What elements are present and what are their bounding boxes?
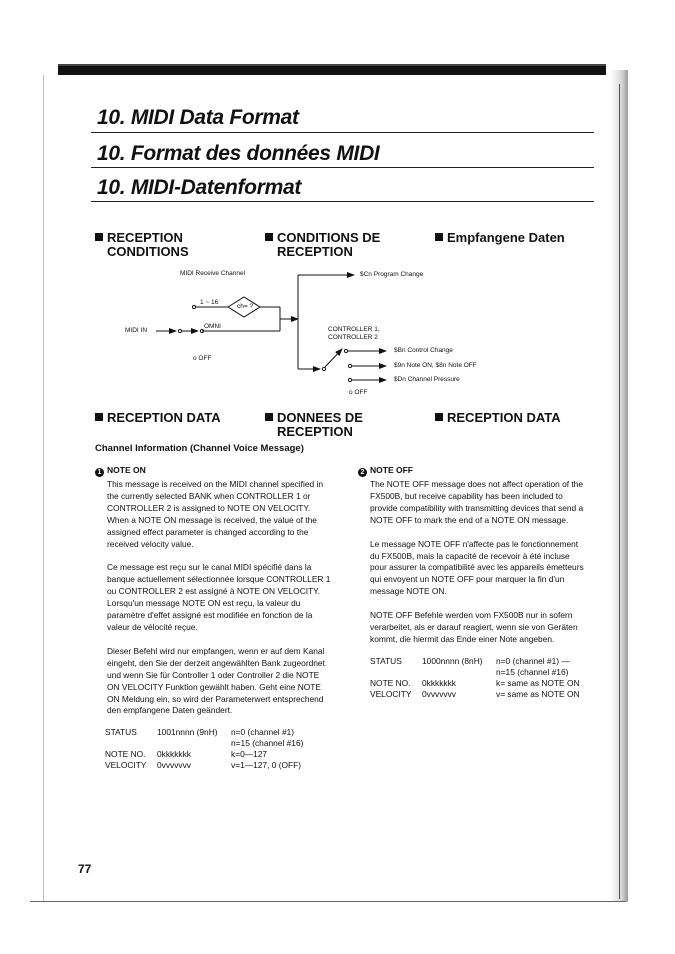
junction-dot — [178, 329, 181, 332]
note-on-table — [105, 727, 303, 771]
left-margin-line — [43, 75, 44, 901]
square-bullet-icon — [95, 233, 103, 241]
diagram-label-range: 1 ~ 16 — [200, 299, 219, 306]
binding-line — [619, 84, 620, 899]
number-one-icon: 1 — [95, 468, 104, 477]
heading-reception-data-en: RECEPTION DATA — [95, 411, 221, 425]
diagram-label-controller-1: CONTROLLER 1, — [328, 326, 380, 333]
note-off-table — [370, 656, 580, 700]
diagram-label-control-change: $Bn Control Change — [394, 347, 453, 354]
diagram-label-controller-2: CONTROLLER 2 — [328, 334, 378, 341]
note-on-text-fr: Ce message est reçu sur le canal MIDI spécifié dans la banque actuellement sélectionnée lorsque CONTROLLER 1 ou CONTROLLER 2 est assigné à NOTE ON VELOCITY. Lorsqu'un message NOTE ON est reçu, la valeur du paramètre d'effet assigné est modifiée en fonction de la valeur de vélocité reçue. — [107, 562, 331, 632]
title-en: 10. MIDI Data Format — [97, 106, 299, 129]
channel-information-heading: Channel Information (Channel Voice Message) — [95, 443, 304, 454]
heading-reception-conditions-fr: CONDITIONS DE RECEPTION — [265, 231, 380, 259]
table-row: n=15 (channel #16) — [231, 738, 304, 749]
square-bullet-icon — [265, 233, 273, 241]
heading-reception-data-fr: DONNEES DE RECEPTION — [265, 411, 363, 439]
title-fr: 10. Format des données MIDI — [97, 142, 380, 165]
table-row: NOTE NO. 0kkkkkkk k= same as NOTE ON — [370, 677, 580, 688]
diagram-label-channel-pressure: $Dn Channel Pressure — [394, 376, 460, 383]
square-bullet-icon — [95, 413, 103, 421]
note-on-text-de: Dieser Befehl wird nur empfangen, wenn er auf dem Kanal eingeht, den Sie der derzeit angewählten Bank zugeordnet und wenn Sie für Controller 1 oder Controller 2 die NOTE ON VELOCITY Funktion gewählt haben. Geht eine NOTE ON Meldung ein, so wird der Parameterwert entsprechend den empfangene Daten geändert. — [107, 645, 325, 716]
diagram-label-midi-in: MIDI IN — [125, 327, 148, 334]
note-on-section — [95, 465, 333, 771]
table-row: NOTE NO. 0kkkkkkk k=0—127 — [105, 749, 268, 760]
table-row: STATUS 1001nnnn (9nH) n=0 (channel #1) — [105, 727, 295, 738]
page-number: 77 — [78, 862, 92, 876]
diagram-label-off-right: o OFF — [349, 389, 368, 396]
title-rule-1 — [91, 132, 594, 133]
diagram-label-note-on-off: $9n Note ON, $8n Note OFF — [394, 362, 477, 369]
note-off-section — [358, 465, 588, 700]
bottom-rule — [30, 901, 626, 902]
note-off-text-en: The NOTE OFF message does not affect operation of the FX500B, but receive capability has been included to provide compatibility with transmitting devices that send a NOTE OFF to mark the end of a NOTE ON message. — [370, 479, 584, 525]
square-bullet-icon — [435, 233, 443, 241]
table-row: STATUS 1000nnnn (8nH) n=0 (channel #1) — — [370, 655, 570, 666]
diagram-label-off-left: o OFF — [193, 355, 212, 362]
top-rule — [58, 66, 606, 75]
title-de: 10. MIDI-Datenformat — [97, 176, 302, 199]
table-row: n=15 (channel #16) — [496, 666, 569, 677]
note-on-heading: 1 NOTE ON — [95, 465, 333, 477]
square-bullet-icon — [265, 413, 273, 421]
table-row: VELOCITY 0vvvvvvv v= same as NOTE ON — [370, 688, 580, 699]
note-off-text-fr: Le message NOTE OFF n'affecte pas le fonctionnement du FX500B, mais la capacité de recevoir à été incluse pour assurer la compatibilité avec les appareils émetteurs qui envoyent un NOTE OFF pour marquer la fin d'un message NOTE ON. — [370, 538, 584, 597]
heading-reception-data-de: RECEPTION DATA — [435, 411, 561, 425]
title-rule-2 — [91, 167, 594, 168]
diagram-label-program-change: $Cn Program Change — [360, 271, 424, 278]
note-off-text-de: NOTE OFF Befehle werden vom FX500B nur in sofern verarbeitet, als er darauf reagiert, wenn sie von Geräten kommt, die hiermit das Ende einer Note angeben. — [370, 610, 578, 644]
square-bullet-icon — [435, 413, 443, 421]
diagram-label-omni: OMNI — [204, 323, 221, 330]
heading-reception-conditions-de: Empfangene Daten — [435, 231, 565, 245]
number-two-icon: 2 — [358, 468, 367, 477]
heading-reception-conditions-en: RECEPTION CONDITIONS — [95, 231, 189, 259]
diagram-label-decision: ch= ? — [237, 303, 254, 310]
note-off-heading: 2 NOTE OFF — [358, 465, 588, 477]
note-on-text-en: This message is received on the MIDI channel specified in the currently selected BANK when CONTROLLER 1 or CONTROLLER 2 is assigned to NOTE ON VELOCITY. When a NOTE ON message is received, the value of the assigned effect parameter is changed according to the received velocity value. — [107, 479, 323, 549]
title-rule-3 — [91, 201, 594, 202]
diagram-label-receive-channel: MIDI Receive Channel — [180, 270, 246, 277]
table-row: VELOCITY 0vvvvvvv v=1—127, 0 (OFF) — [105, 760, 302, 771]
